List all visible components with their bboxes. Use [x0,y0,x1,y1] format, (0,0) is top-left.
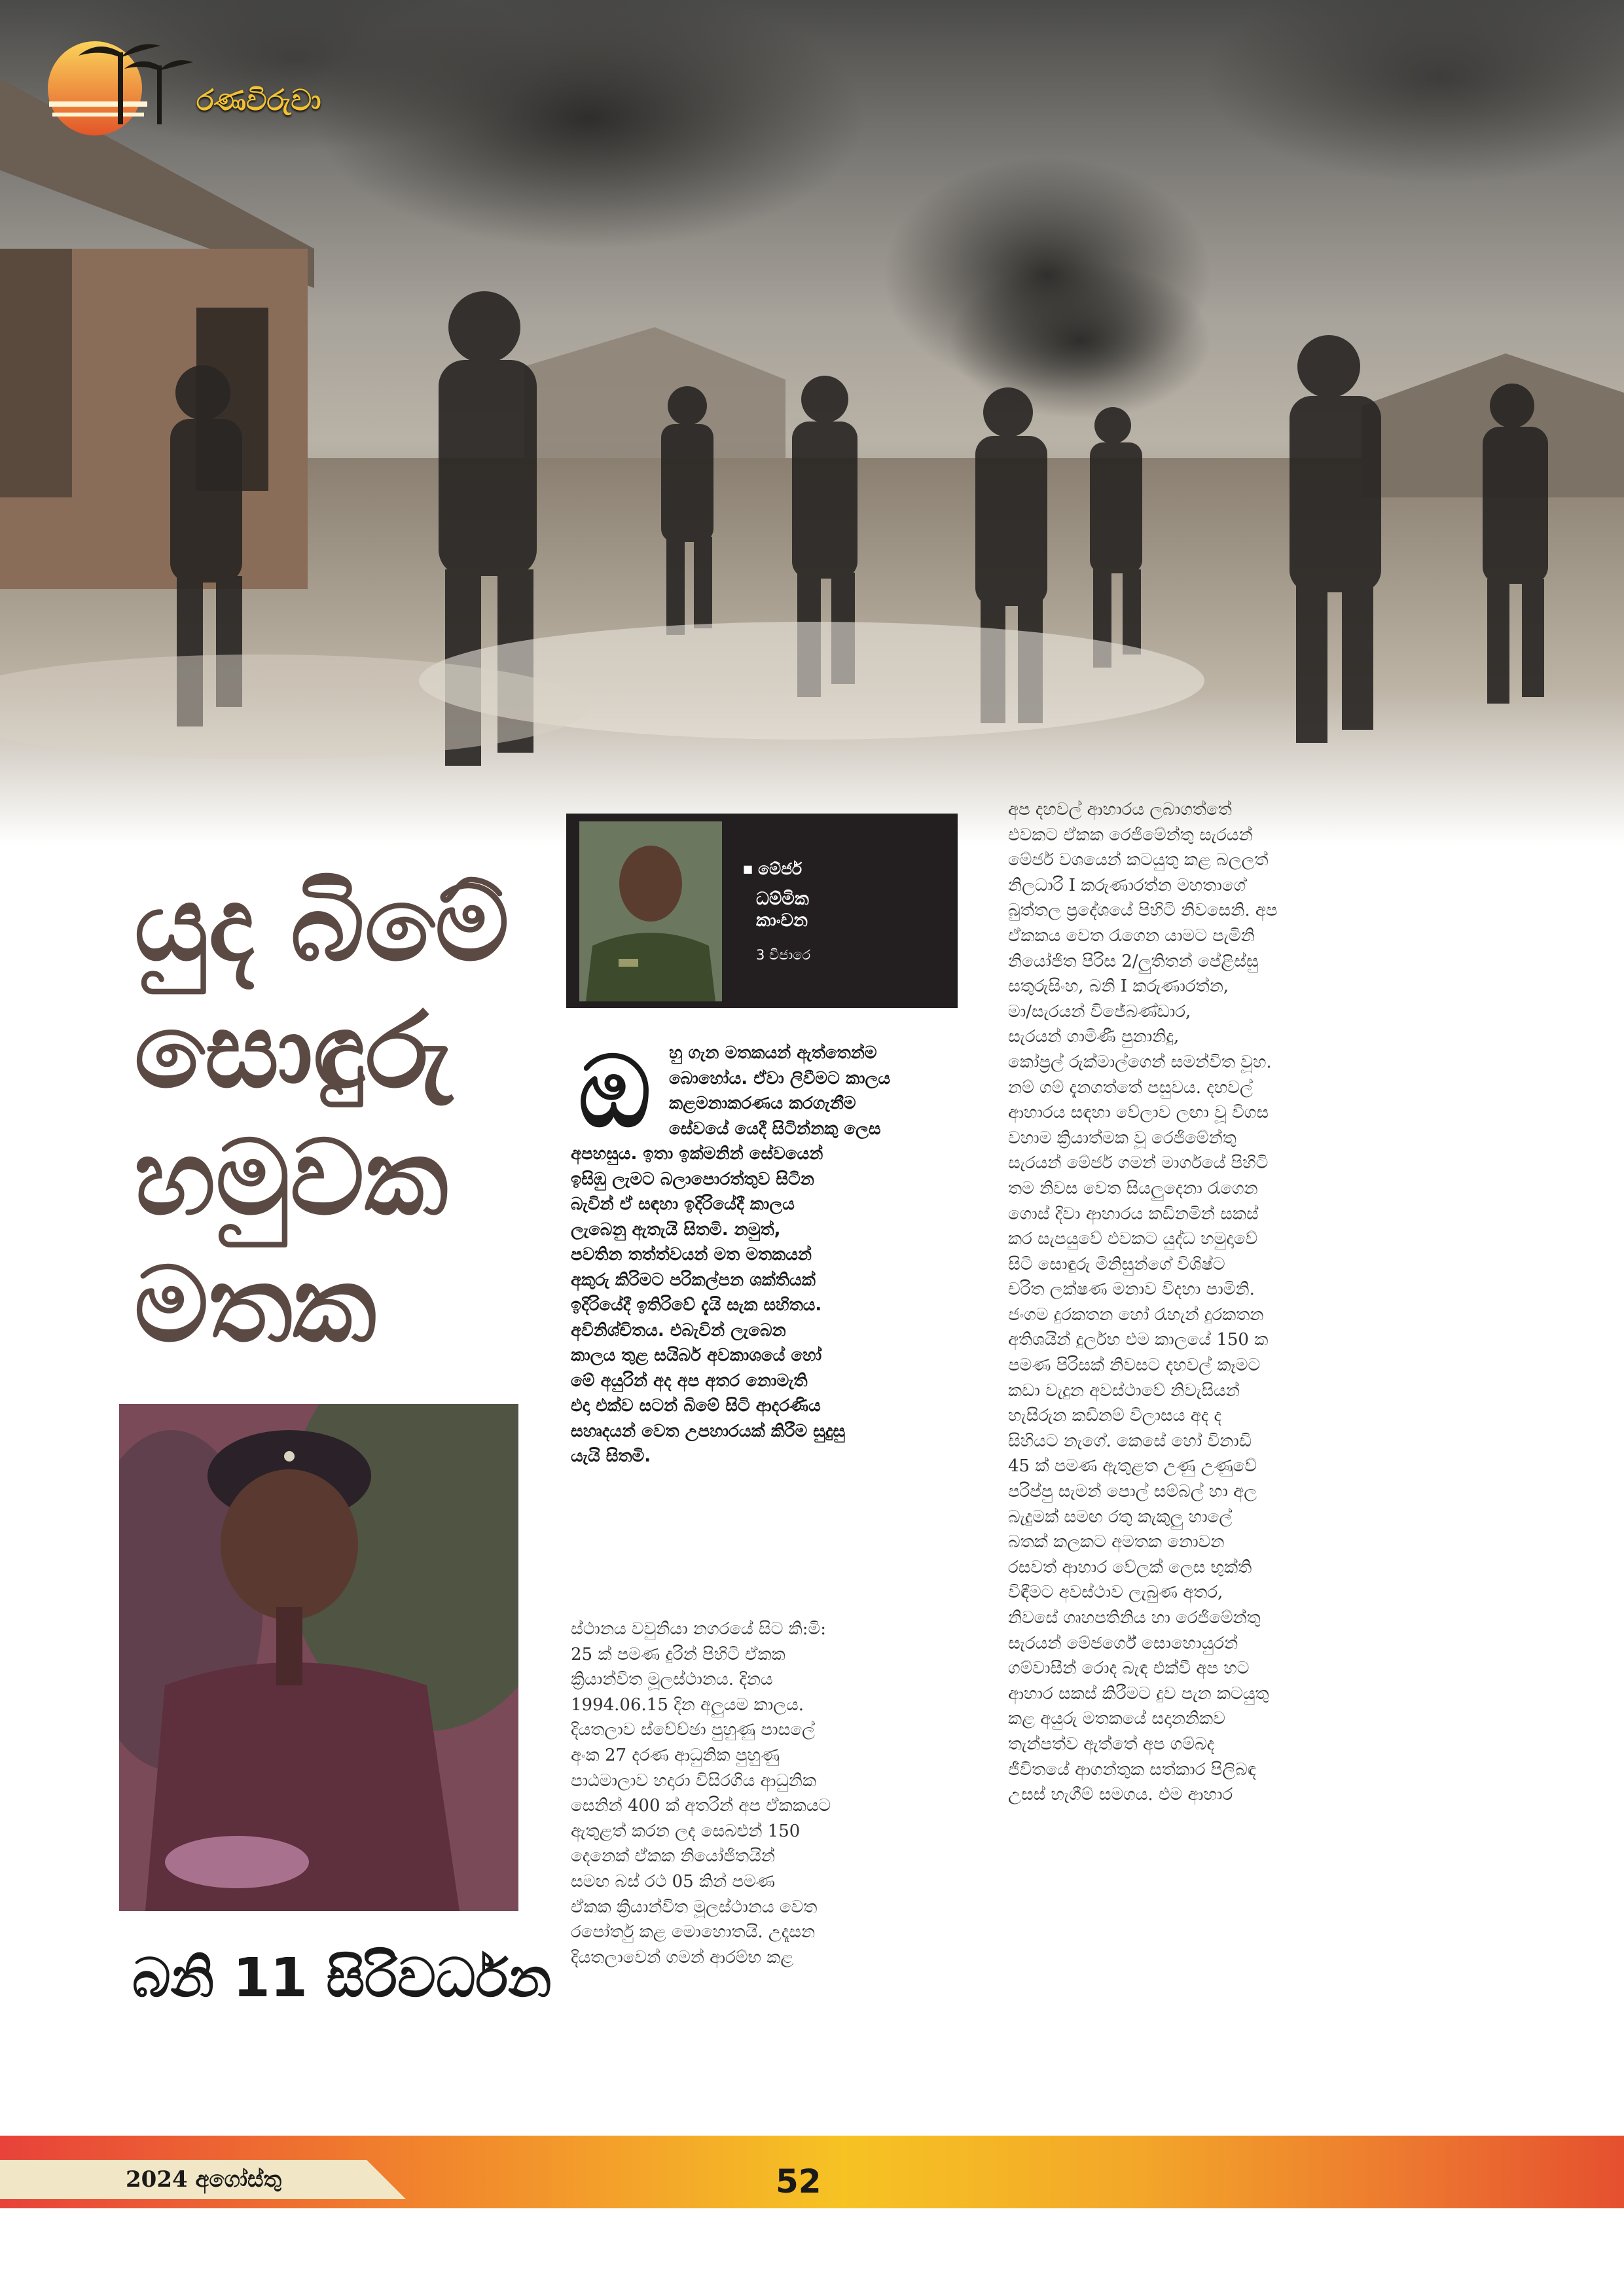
text-line: බුත්තල ප්‍රදේශයේ පිහිටි නිවසෙනි. අප [1008,901,1278,921]
text-line: ක්‍රියාන්විත මූලස්ථානය. දිනය [571,1670,773,1690]
text-line: එවකට ඒකක රෙජිමේන්තු සැරයන් [1008,825,1253,845]
text-line: විඳීමට අවස්ථාව ලැබුණ අතර, [1008,1583,1223,1603]
text-line: පමණ පිරිසක් නිවසට දහවල් කෑමට [1008,1355,1261,1376]
body-column-2 [1008,797,1407,1808]
text-line: ජීවිතයේ ආගන්තුක සත්කාර පිලිබඳ [1008,1759,1256,1780]
text-line: එදා එක්ව සටන් බිමේ සිටි ආදරණිය [571,1396,821,1416]
magazine-logo [39,26,340,137]
text-line: උසස් හැගීම් සමගය. එම ආහාර [1008,1785,1233,1805]
text-line: දියතලාව ස්වේච්ඡා පුහුණු පාසලේ [571,1720,815,1740]
text-line: චරිත ලක්ෂණ මනාව විදහා පාමිනි. [1008,1280,1255,1300]
text-line: කඩා වැදුන අවස්ථාවේ නිවැසියන් [1008,1380,1240,1401]
text-line: ගොස් දිවා ආහාරය කඩිනමින් සකස් [1008,1204,1259,1224]
memorial-person-name: බනි 11 සිරිවර්ධන [132,1947,552,2009]
text-line: කළමනාකරණය කරගැනීම [669,1094,856,1113]
text-line: හැසිරුන කඩිනම් විලාසය අද ද [1008,1406,1222,1426]
text-line: ආහාර සකස් කිරීමට දුව පැන කටයුතු [1008,1683,1269,1704]
text-line: දෙනෙක් ඒකක නියෝජිතයින් [571,1846,775,1867]
text-line: කර සැපයුවේ එවකට යුද්ධ හමුදාවේ [1008,1229,1258,1249]
lead-paragraph [571,1041,964,1469]
author-name-line: ධම්මික [756,889,809,909]
text-line: අංක 27 දරණ ආධුනික පුහුණු [571,1745,780,1765]
author-name [756,888,810,931]
author-unit: 3 විජාරෙ [756,947,811,963]
text-line: මා/සැරයන් විජේබණ්ඩාර, [1008,1001,1191,1022]
text-line: අවිනිශ්චිතය. එබැවින් ලැබෙන [571,1320,786,1340]
text-line: රසවත් ආහාර වේලක් ලෙස භුක්ති [1008,1557,1252,1577]
text-line: අකුරු කිරිමට පරිකල්පන ශක්තියක් [571,1270,816,1290]
text-line: නම් ගම් දැනගත්තේ පසුවය. දහවල් [1008,1077,1253,1098]
text-line: නිලධාරි I කරුණාරත්න මහතාගේ [1008,875,1246,895]
text-line: සැරයන් මේජර් ගමන් මාර්ගයේ පිහිටි [1008,1153,1269,1174]
text-line: මේජර් වශයෙන් කටයුතු කළ බලලත් [1008,850,1269,870]
text-line: ගම්වාසීන් රොද බැඳ එක්වී අප හට [1008,1659,1250,1679]
text-line: පරිප්පු සැමන් පොල් සම්බල් හා අල [1008,1482,1257,1502]
author-info [743,859,810,963]
author-photo [579,821,722,1001]
sunset-palm-logo-icon [39,26,340,137]
text-line: 1994.06.15 දින අලුයම කාලය. [571,1695,804,1715]
text-line: රපෝර්තු කළ මොහොතයි. උදෑසන [571,1922,816,1943]
text-line: බැදුමක් සමඟ රතු කැකුලු හාලේ [1008,1507,1233,1527]
text-line: සහෘදයන් වෙත උපහාරයක් කිරීම සුදුසු [571,1421,846,1441]
hero-image-war-scene [0,0,1624,844]
text-line: යැයි සිතමි. [571,1446,651,1466]
text-line: ඒකකය වෙත රැගෙන යාමට පැමිනි [1008,925,1255,946]
text-line: නියෝජිත පිරිස 2/ලුතිතන් පේළිස්සු [1008,951,1259,971]
headline-line: යුද බිමේ [134,864,509,984]
headline-line: හමුවක [134,1118,448,1238]
author-box [566,814,958,1008]
text-line: 25 ක් පමණ දුරින් පිහිටි ඒකක [571,1644,785,1664]
text-line: බතක් කලකට අමතක නොවන [1008,1532,1225,1552]
text-line: සේවයේ යෙදී සිටින්නකු ලෙස [669,1119,881,1139]
issue-date: 2024 අගෝස්තු [126,2166,282,2193]
author-name-line: කාංචන [756,910,808,931]
text-line: ස්ථානය වවුනියා නගරයේ සිට කි:මි: [571,1619,826,1639]
text-line: ඒකක ක්‍රියාන්විත මූලස්ථානය වෙත [571,1897,818,1917]
author-rank: ■ මේජර් [743,859,810,879]
body-column-1 [571,1617,964,1970]
text-line: කෝප්‍රල් රුක්මාල්ගෙන් සමන්විත වූහ. [1008,1052,1272,1072]
text-line: සිහියට නැගේ. කෙසේ හෝ විනාඩි [1008,1431,1252,1451]
text-line: අපහසුය. ඉතා ඉක්මනින් සේවයෙන් [571,1144,823,1164]
text-line: ඇතුළත් කරන ලද සෙබළුන් 150 [571,1821,801,1841]
text-line: කාලය තුළ සයිබර් අවකාශයේ හෝ [571,1346,822,1365]
headline-line: මතක [134,1245,377,1365]
text-line: වහාම ක්‍රියාත්මක වූ රෙජිමේන්තු [1008,1128,1236,1148]
text-line: කළ අයුරු මතකයේ සදානනිකව [1008,1709,1225,1729]
memorial-portrait-photo [119,1404,518,1911]
text-line: සිටි සොඳුරු මිනිසුන්ගේ විශිෂ්ට [1008,1254,1225,1274]
text-line: සැරයන් මේජර්ගේ සොහොයුරන් [1008,1633,1238,1653]
text-line: ඉසිඹු ලැමට බලාපොරත්තුව සිටින [571,1169,814,1189]
text-line: සැරයන් ගාමිණී පුනානිදු, [1008,1027,1180,1047]
text-line: ඉදිරියේදී ඉතිරිවේ දැයි සැක සහිතය. [571,1295,822,1315]
text-line: මේ අයුරින් අද අප අතර නොමැති [571,1371,808,1391]
text-line: තම නිවස වෙත සියලුදෙනා රැගෙන [1008,1178,1258,1198]
text-line: සෙනින් 400 ක් අතරින් අප ඒකකයට [571,1796,831,1816]
text-line: ජංගම දුරකතන හෝ රැහැන් දුරකතන [1008,1304,1264,1325]
text-line: නිවසේ ගෘහපතිනිය හා රෙජිමේන්තු [1008,1608,1261,1628]
drop-cap: ඔ [578,1035,651,1149]
text-line: හු ගැන මතකයන් ඇත්තෙන්ම [669,1043,877,1063]
text-line: අප දහවල් ආහාරය ලබාගත්තේ [1008,800,1232,819]
text-line: අතිශයින් දුර්ලභ එම කාලයේ 150 ක [1008,1330,1269,1350]
author-portrait-illustration [579,821,722,1001]
text-line: ලැබෙනු ඇතැයි සිතමි. නමුත්, [571,1219,781,1240]
text-line: ආහාරය සඳහා වේලාව ලඟා වූ විගස [1008,1103,1269,1123]
text-line: පවතින තත්ත්වයන් මත මතකයන් [571,1245,812,1265]
article-headline [134,861,509,1369]
text-line: පාඨමාලාව හදාරා විසිරගිය ආධුනික [571,1770,816,1791]
magazine-logo-text: රණවිරුවා [196,84,321,117]
text-line: බොහෝය. ඒවා ලිවීමට කාලය [669,1068,891,1088]
page-number: 52 [776,2162,821,2200]
text-line: සතුරුසිංහ, බනි I කරුණාරත්න, [1008,977,1229,997]
text-line: තැන්පත්ව ඇත්තේ අප ගම්බද [1008,1734,1215,1754]
text-line: දියතලාවෙන් ගමන් ආරම්භ කළ [571,1947,794,1967]
text-line: සමඟ බස් රථ 05 කින් පමණ [571,1871,775,1892]
portrait-illustration [119,1404,518,1911]
text-line: බැවින් ඒ සඳහා ඉදිරියේදී කාලය [571,1194,795,1214]
headline-line: සොඳුරු [134,991,452,1111]
text-line: 45 ක් පමණ ඇතුළත උණු උණුවේ [1008,1456,1257,1477]
